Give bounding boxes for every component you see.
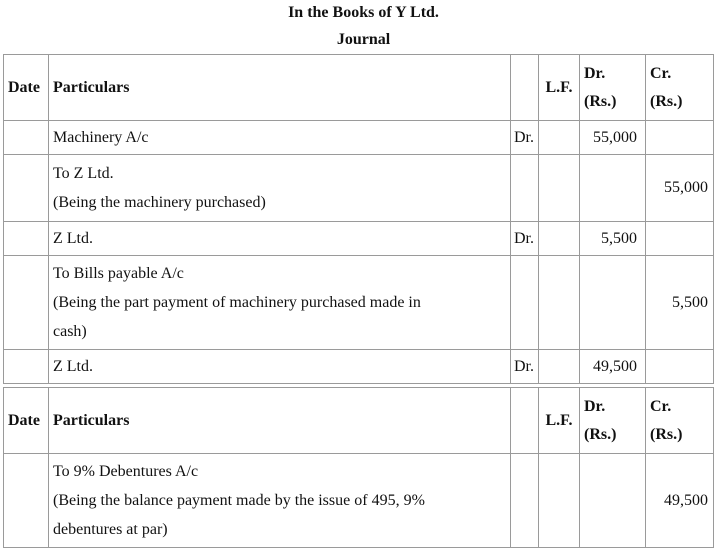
- table-row: [4, 155, 714, 222]
- journal-table-1: [3, 54, 714, 384]
- particulars-header: Particulars: [49, 388, 511, 454]
- lf-cell: [539, 454, 580, 548]
- particulars-line: (Being the balance payment made by the issue of 495, 9%: [53, 492, 425, 509]
- table-row: [4, 222, 714, 256]
- date-header: Date: [4, 388, 49, 454]
- particulars-line: (Being the machinery purchased): [53, 194, 266, 211]
- particulars-cell: [49, 155, 511, 222]
- date-cell: [4, 454, 49, 548]
- particulars-line: Z Ltd.: [53, 358, 93, 375]
- debit-header: [580, 388, 646, 454]
- credit-amount-cell: 49,500: [646, 454, 714, 548]
- debit-amount-cell: [580, 454, 646, 548]
- debit-amount-cell: [580, 155, 646, 222]
- journal-heading: Journal: [336, 31, 391, 48]
- debit-header-line2: (Rs.): [584, 92, 617, 110]
- particulars-line: cash): [53, 323, 87, 340]
- particulars-line: To Z Ltd.: [53, 165, 114, 182]
- particulars-line: To 9% Debentures A/c: [53, 463, 199, 480]
- lf-cell: [539, 155, 580, 222]
- credit-amount-cell: 5,500: [646, 256, 714, 350]
- table-header-row: [4, 55, 714, 121]
- credit-amount-cell: [646, 222, 714, 256]
- particulars-line: debentures at par): [53, 521, 168, 538]
- particulars-cell: [49, 350, 511, 384]
- lf-header: L.F.: [539, 55, 580, 121]
- lf-header: L.F.: [539, 388, 580, 454]
- debit-header: [580, 55, 646, 121]
- particulars-header: Particulars: [49, 55, 511, 121]
- table-row: [4, 256, 714, 350]
- lf-cell: [539, 350, 580, 384]
- particulars-line: Machinery A/c: [53, 129, 149, 146]
- particulars-line: Z Ltd.: [53, 230, 93, 247]
- debit-header-line2: (Rs.): [584, 425, 617, 443]
- table-row: [4, 454, 714, 548]
- dr-marker-header: [511, 55, 539, 121]
- journal-table-2: [3, 387, 714, 548]
- debit-amount-cell: 55,000: [580, 121, 646, 155]
- dr-marker-cell: Dr.: [511, 350, 539, 384]
- credit-amount-cell: 55,000: [646, 155, 714, 222]
- particulars-cell: [49, 222, 511, 256]
- credit-header-line1: Cr.: [650, 397, 672, 415]
- credit-amount-cell: [646, 350, 714, 384]
- debit-amount-cell: 5,500: [580, 222, 646, 256]
- particulars-line: To Bills payable A/c: [53, 265, 184, 282]
- date-cell: [4, 155, 49, 222]
- debit-amount-cell: 49,500: [580, 350, 646, 384]
- lf-cell: [539, 222, 580, 256]
- date-cell: [4, 121, 49, 155]
- debit-header-line1: Dr.: [584, 64, 606, 82]
- lf-cell: [539, 121, 580, 155]
- dr-marker-cell: [511, 454, 539, 548]
- table-header-row: [4, 388, 714, 454]
- particulars-cell: [49, 454, 511, 548]
- credit-header-line2: (Rs.): [650, 92, 683, 110]
- date-cell: [4, 350, 49, 384]
- debit-header-line1: Dr.: [584, 397, 606, 415]
- date-cell: [4, 256, 49, 350]
- dr-marker-header: [511, 388, 539, 454]
- particulars-line: (Being the part payment of machinery purchased made in: [53, 294, 421, 311]
- credit-amount-cell: [646, 121, 714, 155]
- date-header: Date: [4, 55, 49, 121]
- dr-marker-cell: [511, 256, 539, 350]
- particulars-cell: [49, 256, 511, 350]
- lf-cell: [539, 256, 580, 350]
- document-title: In the Books of Y Ltd.: [288, 4, 439, 21]
- dr-marker-cell: [511, 155, 539, 222]
- credit-header-line2: (Rs.): [650, 425, 683, 443]
- table-row: [4, 121, 714, 155]
- particulars-cell: [49, 121, 511, 155]
- debit-amount-cell: [580, 256, 646, 350]
- table-row: [4, 350, 714, 384]
- credit-header: [646, 55, 714, 121]
- credit-header: [646, 388, 714, 454]
- date-cell: [4, 222, 49, 256]
- dr-marker-cell: Dr.: [511, 222, 539, 256]
- credit-header-line1: Cr.: [650, 64, 672, 82]
- dr-marker-cell: Dr.: [511, 121, 539, 155]
